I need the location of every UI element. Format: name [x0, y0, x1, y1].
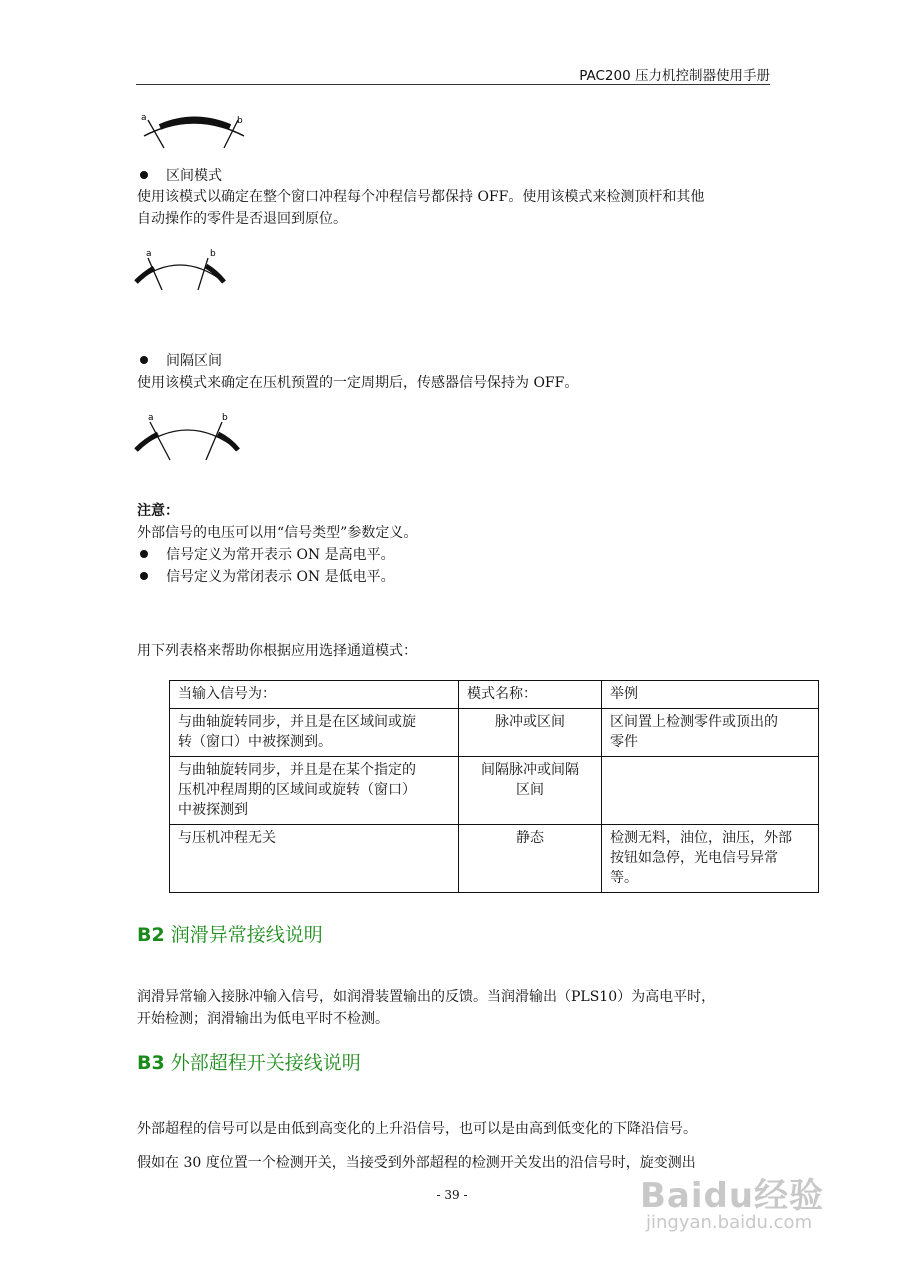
cell-line: 静态: [516, 830, 544, 846]
cell-line: 压机冲程周期的区域间或旋转（窗口）: [178, 782, 416, 798]
cell-line: 脉冲或区间: [495, 714, 565, 730]
bullet-icon: [140, 572, 148, 580]
cell-line: 等。: [610, 870, 638, 886]
section-b2-title: 润滑异常接线说明: [170, 924, 323, 946]
table-row: [170, 709, 819, 757]
bullet-icon: [140, 550, 148, 558]
diagram-label-b: b: [237, 116, 243, 126]
table-row: [170, 757, 819, 825]
note-bullet-text: 信号定义为常闭表示 ON 是低电平。: [166, 569, 395, 585]
table-cell-example: [602, 825, 819, 893]
interval-mode-line1: 使用该模式以确定在整个窗口冲程每个冲程信号都保持 OFF。使用该模式来检测顶杆和其他: [137, 189, 705, 205]
cell-line: 按钮如急停，光电信号异常: [610, 850, 778, 866]
cell-line: 区间: [516, 782, 544, 798]
spaced-interval-line1: 使用该模式来确定在压机预置的一定周期后，传感器信号保持为 OFF。: [137, 375, 579, 391]
section-b3-heading: [137, 1048, 361, 1075]
b3-line2: 假如在 30 度位置一个检测开关，当接受到外部超程的检测开关发出的沿信号时，旋变测出: [137, 1155, 696, 1171]
bullet-icon: [140, 356, 148, 364]
table-cell-input: [170, 757, 459, 825]
diagram-label-a: a: [148, 413, 154, 423]
watermark-logo: Baidu经验: [640, 1176, 825, 1216]
diagram-label-b: b: [210, 249, 216, 259]
b3-line1: 外部超程的信号可以是由低到高变化的上升沿信号，也可以是由高到低变化的下降沿信号。: [137, 1121, 697, 1137]
note-bullet-1: [138, 544, 395, 564]
table-intro: 用下列表格来帮助你根据应用选择通道模式：: [137, 643, 417, 659]
table-header-example: 举例: [602, 681, 819, 709]
cell-line: 区间置上检测零件或顶出的: [610, 714, 778, 730]
header-title: PAC200 压力机控制器使用手册: [579, 68, 770, 84]
note-bullet-text: 信号定义为常开表示 ON 是高电平。: [166, 547, 395, 563]
cell-line: 中被探测到: [178, 802, 248, 818]
cell-line: 转（窗口）中被探测到。: [178, 734, 332, 750]
table-cell-example: [602, 757, 819, 825]
cell-line: 检测无料，油位，油压，外部: [610, 830, 792, 846]
note-bullet-2: [138, 566, 395, 586]
interval-mode-title: 区间模式: [166, 168, 222, 184]
cell-line: 与曲轴旋转同步，并且是在某个指定的: [178, 762, 416, 778]
interval-mode-line2: 自动操作的零件是否退回到原位。: [137, 211, 347, 227]
table-cell-input: [170, 709, 459, 757]
table-header-input: 当输入信号为：: [170, 681, 459, 709]
page-number: - 39 -: [436, 1188, 468, 1202]
cell-line: 与压机冲程无关: [178, 830, 276, 846]
cell-line: 零件: [610, 734, 638, 750]
section-b3-title: 外部超程开关接线说明: [170, 1052, 361, 1074]
header-rule: [136, 84, 770, 85]
note-title: 注意：: [137, 503, 179, 519]
cell-line: 与曲轴旋转同步，并且是在区域间或旋: [178, 714, 416, 730]
table-header-mode: 模式名称：: [459, 681, 602, 709]
diagram-interval-arc: [134, 244, 234, 292]
b2-line1: 润滑异常输入接脉冲输入信号，如润滑装置输出的反馈。当润滑输出（PLS10）为高电平时，: [137, 989, 716, 1005]
table-row: [170, 825, 819, 893]
diagram-label-b: b: [222, 413, 228, 423]
table-cell-mode: [459, 709, 602, 757]
watermark-url: jingyan.baidu.com: [646, 1212, 813, 1233]
spaced-interval-desc: [137, 372, 777, 394]
mode-table: [169, 680, 819, 893]
bullet-interval-mode: [138, 165, 222, 185]
diagram-pulse-arc: [136, 108, 256, 164]
diagram-label-a: a: [146, 249, 152, 259]
table-cell-input: [170, 825, 459, 893]
note-line1: 外部信号的电压可以用“信号类型”参数定义。: [137, 525, 418, 541]
spaced-interval-title: 间隔区间: [166, 353, 222, 369]
bullet-spaced-interval: [138, 350, 222, 370]
bullet-icon: [140, 171, 148, 179]
diagram-label-a: a: [141, 113, 147, 123]
table-cell-mode: [459, 825, 602, 893]
section-b2-body: [137, 986, 777, 1030]
section-b2-number: B2: [137, 924, 165, 946]
section-b3-number: B3: [137, 1052, 165, 1074]
section-b2-heading: [137, 920, 323, 947]
table-header-row: [170, 681, 819, 709]
table-cell-example: [602, 709, 819, 757]
interval-mode-desc: [137, 186, 777, 230]
table-cell-mode: [459, 757, 602, 825]
b2-line2: 开始检测；润滑输出为低电平时不检测。: [137, 1011, 389, 1027]
cell-line: 间隔脉冲或间隔: [481, 762, 579, 778]
diagram-spaced-arc: [134, 410, 244, 462]
